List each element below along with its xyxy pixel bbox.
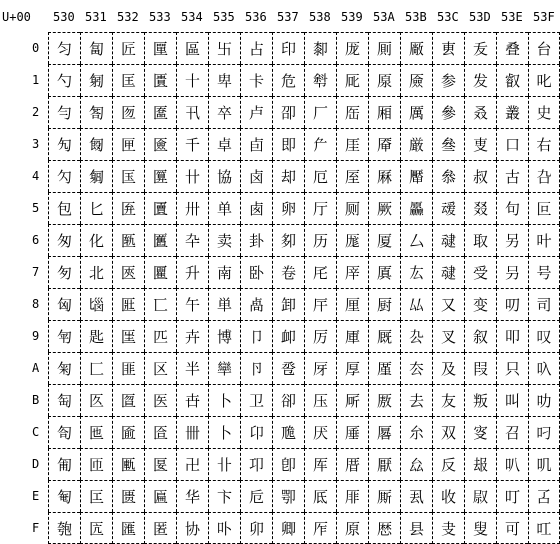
glyph-cell: 收	[432, 480, 464, 512]
glyph-cell: 卜	[208, 384, 240, 416]
glyph-cell: 厩	[368, 320, 400, 352]
glyph-cell: 叐	[464, 32, 496, 64]
glyph-cell: 匕	[80, 192, 112, 224]
glyph-cell: 华	[176, 480, 208, 512]
glyph-cell: 卿	[272, 512, 304, 544]
glyph-cell: 卼	[272, 416, 304, 448]
glyph-cell: 匼	[144, 416, 176, 448]
glyph-cell: 召	[496, 416, 528, 448]
row-header: B	[32, 393, 40, 407]
glyph-cell: 厮	[368, 480, 400, 512]
glyph-cell: 县	[400, 512, 432, 544]
glyph-cell: 匉	[48, 320, 80, 352]
row-header: D	[32, 457, 40, 471]
glyph-cell: 卡	[240, 64, 272, 96]
glyph-cell: 匾	[144, 480, 176, 512]
glyph-cell: 叨	[496, 288, 528, 320]
glyph-cell: 双	[432, 416, 464, 448]
glyph-cell: 匊	[48, 352, 80, 384]
glyph-cell: 卓	[208, 128, 240, 160]
glyph-cell: 发	[464, 64, 496, 96]
glyph-cell: 印	[272, 32, 304, 64]
glyph-cell: 原	[336, 512, 368, 544]
column-header: 536	[245, 10, 267, 24]
glyph-cell: 去	[400, 384, 432, 416]
glyph-cell: 南	[208, 256, 240, 288]
glyph-cell: 匸	[144, 288, 176, 320]
glyph-cell: 博	[208, 320, 240, 352]
glyph-cell: 卩	[240, 320, 272, 352]
glyph-cell: 卅	[176, 192, 208, 224]
glyph-cell: 卬	[240, 416, 272, 448]
glyph-cell: 叔	[464, 160, 496, 192]
glyph-cell: 匲	[144, 96, 176, 128]
glyph-cell: 叇	[432, 256, 464, 288]
glyph-cell: 叒	[464, 96, 496, 128]
glyph-cell: 卂	[176, 96, 208, 128]
glyph-cell: 卍	[176, 448, 208, 480]
glyph-cell: 匽	[144, 448, 176, 480]
glyph-cell: 匧	[112, 256, 144, 288]
glyph-cell: 厚	[336, 352, 368, 384]
glyph-cell: 區	[176, 32, 208, 64]
glyph-cell: 卄	[176, 160, 208, 192]
glyph-cell: 句	[496, 192, 528, 224]
column-header: 537	[277, 10, 299, 24]
glyph-cell: 厂	[304, 96, 336, 128]
glyph-cell: 単	[208, 288, 240, 320]
glyph-cell: 厀	[304, 32, 336, 64]
glyph-cell: 厔	[336, 160, 368, 192]
glyph-cell: 北	[80, 256, 112, 288]
glyph-cell: 匐	[80, 32, 112, 64]
glyph-cell: 却	[272, 160, 304, 192]
glyph-cell: 叧	[496, 256, 528, 288]
column-header: 53C	[437, 10, 459, 24]
glyph-cell: 卲	[272, 96, 304, 128]
glyph-cell: 厫	[368, 384, 400, 416]
glyph-cell: 叴	[528, 160, 560, 192]
glyph-cell: 匮	[112, 480, 144, 512]
glyph-cell: 叀	[432, 32, 464, 64]
glyph-cell: 卆	[176, 224, 208, 256]
glyph-cell: 厓	[336, 128, 368, 160]
glyph-cell: 匨	[112, 288, 144, 320]
glyph-cell: 匇	[48, 256, 80, 288]
glyph-cell: 卣	[240, 128, 272, 160]
glyph-cell: 卉	[176, 320, 208, 352]
glyph-cell: 厣	[368, 128, 400, 160]
row-header: F	[32, 521, 40, 535]
column-header: 534	[181, 10, 203, 24]
glyph-cell: 匒	[80, 96, 112, 128]
glyph-cell: 匍	[48, 448, 80, 480]
glyph-cell: 匡	[112, 64, 144, 96]
glyph-cell: 匣	[112, 128, 144, 160]
glyph-cell: 勼	[48, 128, 80, 160]
row-header: 5	[32, 201, 40, 215]
glyph-cell: 卝	[208, 448, 240, 480]
glyph-cell: 匋	[48, 384, 80, 416]
glyph-cell: 勽	[48, 160, 80, 192]
glyph-cell: 卺	[272, 352, 304, 384]
glyph-cell: 匥	[112, 192, 144, 224]
row-header: 0	[32, 41, 40, 55]
glyph-cell: 匔	[80, 160, 112, 192]
glyph-cell: 匭	[112, 448, 144, 480]
glyph-cell: 叕	[464, 192, 496, 224]
glyph-cell: 厵	[400, 192, 432, 224]
glyph-cell: 叄	[432, 128, 464, 160]
glyph-cell: 占	[240, 32, 272, 64]
glyph-cell: 卑	[208, 64, 240, 96]
glyph-cell: 叫	[496, 384, 528, 416]
glyph-cell: 包	[48, 192, 80, 224]
column-header: 53E	[501, 10, 523, 24]
glyph-cell: 匛	[80, 384, 112, 416]
glyph-cell: 匠	[112, 32, 144, 64]
glyph-cell: 匦	[112, 224, 144, 256]
glyph-cell: 卋	[176, 384, 208, 416]
glyph-cell: 厏	[304, 512, 336, 544]
glyph-cell: 厸	[400, 288, 432, 320]
row-header: 4	[32, 169, 40, 183]
column-header: 532	[117, 10, 139, 24]
glyph-cell: 升	[176, 256, 208, 288]
glyph-cell: 卧	[240, 256, 272, 288]
glyph-cell: 厉	[304, 320, 336, 352]
glyph-cell: 匿	[144, 512, 176, 544]
column-header: 53F	[533, 10, 555, 24]
glyph-cell: 卭	[240, 448, 272, 480]
glyph-cell: 匑	[80, 64, 112, 96]
glyph-cell: 叢	[496, 96, 528, 128]
glyph-cell: 叵	[528, 192, 560, 224]
glyph-cell: 叅	[432, 160, 464, 192]
glyph-cell: 匱	[144, 64, 176, 96]
glyph-cell: 卷	[272, 256, 304, 288]
glyph-cell: 叽	[528, 448, 560, 480]
glyph-cell: 卥	[240, 192, 272, 224]
glyph-cell: 匚	[80, 352, 112, 384]
row-header: A	[32, 361, 40, 375]
row-header: 2	[32, 105, 40, 119]
glyph-cell: 厽	[400, 448, 432, 480]
glyph-cell: 叛	[464, 384, 496, 416]
column-header: 538	[309, 10, 331, 24]
glyph-cell: 厾	[400, 480, 432, 512]
row-header: 7	[32, 265, 40, 279]
glyph-cell: 历	[304, 224, 336, 256]
glyph-cell: 司	[528, 288, 560, 320]
column-header: 539	[341, 10, 363, 24]
glyph-cell: 叩	[496, 320, 528, 352]
glyph-cell: 十	[176, 64, 208, 96]
glyph-cell: 卶	[272, 224, 304, 256]
glyph-cell: 厪	[368, 352, 400, 384]
glyph-cell: 叭	[496, 448, 528, 480]
glyph-cell: 匘	[80, 288, 112, 320]
glyph-cell: 压	[304, 384, 336, 416]
glyph-cell: 叞	[464, 480, 496, 512]
glyph-cell: 匳	[144, 128, 176, 160]
glyph-cell: 叻	[528, 384, 560, 416]
column-header: 53D	[469, 10, 491, 24]
glyph-cell: 厲	[400, 96, 432, 128]
glyph-cell: 叉	[432, 320, 464, 352]
glyph-cell: 台	[528, 32, 560, 64]
glyph-cell: 叿	[528, 512, 560, 544]
glyph-cell: 匌	[48, 416, 80, 448]
glyph-cell: 卌	[176, 416, 208, 448]
glyph-cell: 叶	[528, 224, 560, 256]
glyph-cell: 匓	[80, 128, 112, 160]
glyph-cell: 厠	[368, 32, 400, 64]
glyph-cell: 厥	[368, 192, 400, 224]
glyph-cell: 叱	[528, 64, 560, 96]
glyph-cell: 反	[432, 448, 464, 480]
glyph-cell: 口	[496, 128, 528, 160]
glyph-cell: 古	[496, 160, 528, 192]
corner-label: U+00	[2, 10, 31, 24]
glyph-cell: 卒	[208, 96, 240, 128]
row-header: 8	[32, 297, 40, 311]
glyph-cell: 厷	[400, 256, 432, 288]
glyph-cell: 卜	[208, 416, 240, 448]
glyph-cell: 协	[176, 512, 208, 544]
column-header: 535	[213, 10, 235, 24]
glyph-cell: 叆	[432, 192, 464, 224]
glyph-cell: 史	[528, 96, 560, 128]
glyph-cell: 卵	[272, 192, 304, 224]
glyph-cell: 厌	[304, 416, 336, 448]
glyph-cell: 叚	[464, 352, 496, 384]
glyph-cell: 匩	[112, 320, 144, 352]
glyph-cell: 半	[176, 352, 208, 384]
glyph-cell: 卤	[240, 160, 272, 192]
glyph-cell: 变	[464, 288, 496, 320]
glyph-cell: 厇	[304, 256, 336, 288]
glyph-cell: 匯	[112, 512, 144, 544]
glyph-cell: 午	[176, 288, 208, 320]
glyph-cell: 參	[432, 96, 464, 128]
glyph-cell: 友	[432, 384, 464, 416]
row-header: E	[32, 489, 40, 503]
glyph-cell: 叹	[528, 320, 560, 352]
glyph-cell: 匬	[112, 416, 144, 448]
glyph-cell: 叟	[464, 512, 496, 544]
glyph-cell: 匞	[80, 480, 112, 512]
glyph-cell: 厖	[336, 224, 368, 256]
glyph-cell: 匫	[112, 384, 144, 416]
row-header: 3	[32, 137, 40, 151]
glyph-cell: 厃	[304, 128, 336, 160]
glyph-cell: 厙	[336, 320, 368, 352]
glyph-cell: 厝	[336, 448, 368, 480]
glyph-cell: 卽	[272, 448, 304, 480]
glyph-cell: 叾	[528, 480, 560, 512]
glyph-cell: 匵	[144, 192, 176, 224]
glyph-cell: 厴	[400, 160, 432, 192]
glyph-cell: 危	[272, 64, 304, 96]
glyph-cell: 厅	[304, 192, 336, 224]
glyph-cell: 另	[496, 224, 528, 256]
glyph-cell: 勻	[48, 96, 80, 128]
glyph-cell: 匈	[48, 288, 80, 320]
glyph-cell: 厡	[368, 64, 400, 96]
glyph-cell: 叠	[496, 32, 528, 64]
glyph-cell: 卢	[240, 96, 272, 128]
glyph-cell: 可	[496, 512, 528, 544]
glyph-cell: 匆	[48, 224, 80, 256]
glyph-cell: 厎	[304, 480, 336, 512]
glyph-cell: 叙	[464, 320, 496, 352]
glyph-cell: 匷	[144, 256, 176, 288]
glyph-cell: 叝	[464, 448, 496, 480]
glyph-cell: 受	[464, 256, 496, 288]
glyph-cell: 匜	[80, 416, 112, 448]
glyph-cell: 只	[496, 352, 528, 384]
glyph-cell: 厄	[304, 160, 336, 192]
glyph-cell: 厗	[336, 256, 368, 288]
glyph-cell: 叡	[496, 64, 528, 96]
glyph-cell: 匶	[144, 224, 176, 256]
glyph-cell: 卛	[208, 352, 240, 384]
glyph-cell: 匪	[112, 352, 144, 384]
glyph-cell: 勺	[48, 64, 80, 96]
glyph-cell: 匝	[80, 448, 112, 480]
glyph-cell: 厑	[336, 64, 368, 96]
glyph-cell: 厈	[304, 288, 336, 320]
glyph-cell: 匟	[80, 512, 112, 544]
glyph-cell: 厍	[304, 448, 336, 480]
glyph-cell: 厤	[368, 160, 400, 192]
glyph-cell: 卾	[272, 480, 304, 512]
glyph-cell: 匎	[48, 480, 80, 512]
glyph-cell: 卻	[272, 384, 304, 416]
glyph-cell: 卐	[208, 32, 240, 64]
glyph-cell: 厹	[400, 320, 432, 352]
glyph-cell: 卹	[272, 320, 304, 352]
glyph-cell: 卨	[240, 288, 272, 320]
glyph-cell: 匰	[144, 32, 176, 64]
glyph-cell: 卫	[240, 384, 272, 416]
glyph-cell: 卪	[240, 352, 272, 384]
glyph-cell: 匤	[112, 160, 144, 192]
glyph-cell: 厺	[400, 352, 432, 384]
glyph-cell: 匏	[48, 512, 80, 544]
column-header: 530	[53, 10, 75, 24]
column-header: 531	[85, 10, 107, 24]
glyph-cell: 厳	[400, 128, 432, 160]
glyph-cell: 匀	[48, 32, 80, 64]
glyph-cell: 厯	[368, 512, 400, 544]
glyph-cell: 協	[208, 160, 240, 192]
glyph-cell: 厘	[336, 288, 368, 320]
glyph-cell: 厭	[368, 448, 400, 480]
glyph-cell: 单	[208, 192, 240, 224]
glyph-cell: 厕	[336, 192, 368, 224]
glyph-cell: 右	[528, 128, 560, 160]
glyph-cell: 厊	[304, 352, 336, 384]
column-header: 533	[149, 10, 171, 24]
glyph-cell: 厨	[368, 288, 400, 320]
glyph-cell: 厒	[336, 96, 368, 128]
glyph-cell: 厰	[400, 32, 432, 64]
glyph-cell: 匴	[144, 160, 176, 192]
glyph-cell: 医	[144, 384, 176, 416]
glyph-cell: 厶	[400, 224, 432, 256]
glyph-cell: 千	[176, 128, 208, 160]
row-header: 1	[32, 73, 40, 87]
glyph-cell: 厱	[400, 64, 432, 96]
glyph-cell: 区	[144, 352, 176, 384]
glyph-cell: 卮	[240, 480, 272, 512]
glyph-cell: 又	[432, 288, 464, 320]
glyph-cell: 厐	[336, 32, 368, 64]
glyph-cell: 厧	[368, 256, 400, 288]
glyph-cell: 厜	[336, 416, 368, 448]
glyph-cell: 厛	[336, 384, 368, 416]
glyph-cell: 叓	[464, 128, 496, 160]
glyph-cell: 及	[432, 352, 464, 384]
row-header: 6	[32, 233, 40, 247]
glyph-cell: 厢	[368, 96, 400, 128]
glyph-cell: 厞	[336, 480, 368, 512]
glyph-cell: 卟	[208, 512, 240, 544]
row-header: C	[32, 425, 40, 439]
glyph-cell: 叇	[432, 224, 464, 256]
glyph-cell: 厦	[368, 224, 400, 256]
glyph-cell: 参	[432, 64, 464, 96]
glyph-cell: 厬	[368, 416, 400, 448]
glyph-cell: 厁	[304, 64, 336, 96]
row-header: 9	[32, 329, 40, 343]
glyph-cell: 化	[80, 224, 112, 256]
glyph-cell: 卸	[272, 288, 304, 320]
glyph-cell: 即	[272, 128, 304, 160]
column-header: 53A	[373, 10, 395, 24]
glyph-cell: 号	[528, 256, 560, 288]
glyph-cell: 卯	[240, 512, 272, 544]
glyph-cell: 匢	[112, 96, 144, 128]
glyph-cell: 卦	[240, 224, 272, 256]
glyph-cell: 叜	[464, 416, 496, 448]
glyph-cell: 叮	[496, 480, 528, 512]
glyph-cell: 厼	[400, 416, 432, 448]
glyph-cell: 匙	[80, 320, 112, 352]
glyph-cell: 叺	[528, 352, 560, 384]
glyph-cell: 叼	[528, 416, 560, 448]
glyph-cell: 卖	[208, 224, 240, 256]
glyph-cell: 卞	[208, 480, 240, 512]
glyph-cell: 匹	[144, 320, 176, 352]
glyph-cell: 取	[464, 224, 496, 256]
column-header: 53B	[405, 10, 427, 24]
glyph-cell: 叏	[432, 512, 464, 544]
